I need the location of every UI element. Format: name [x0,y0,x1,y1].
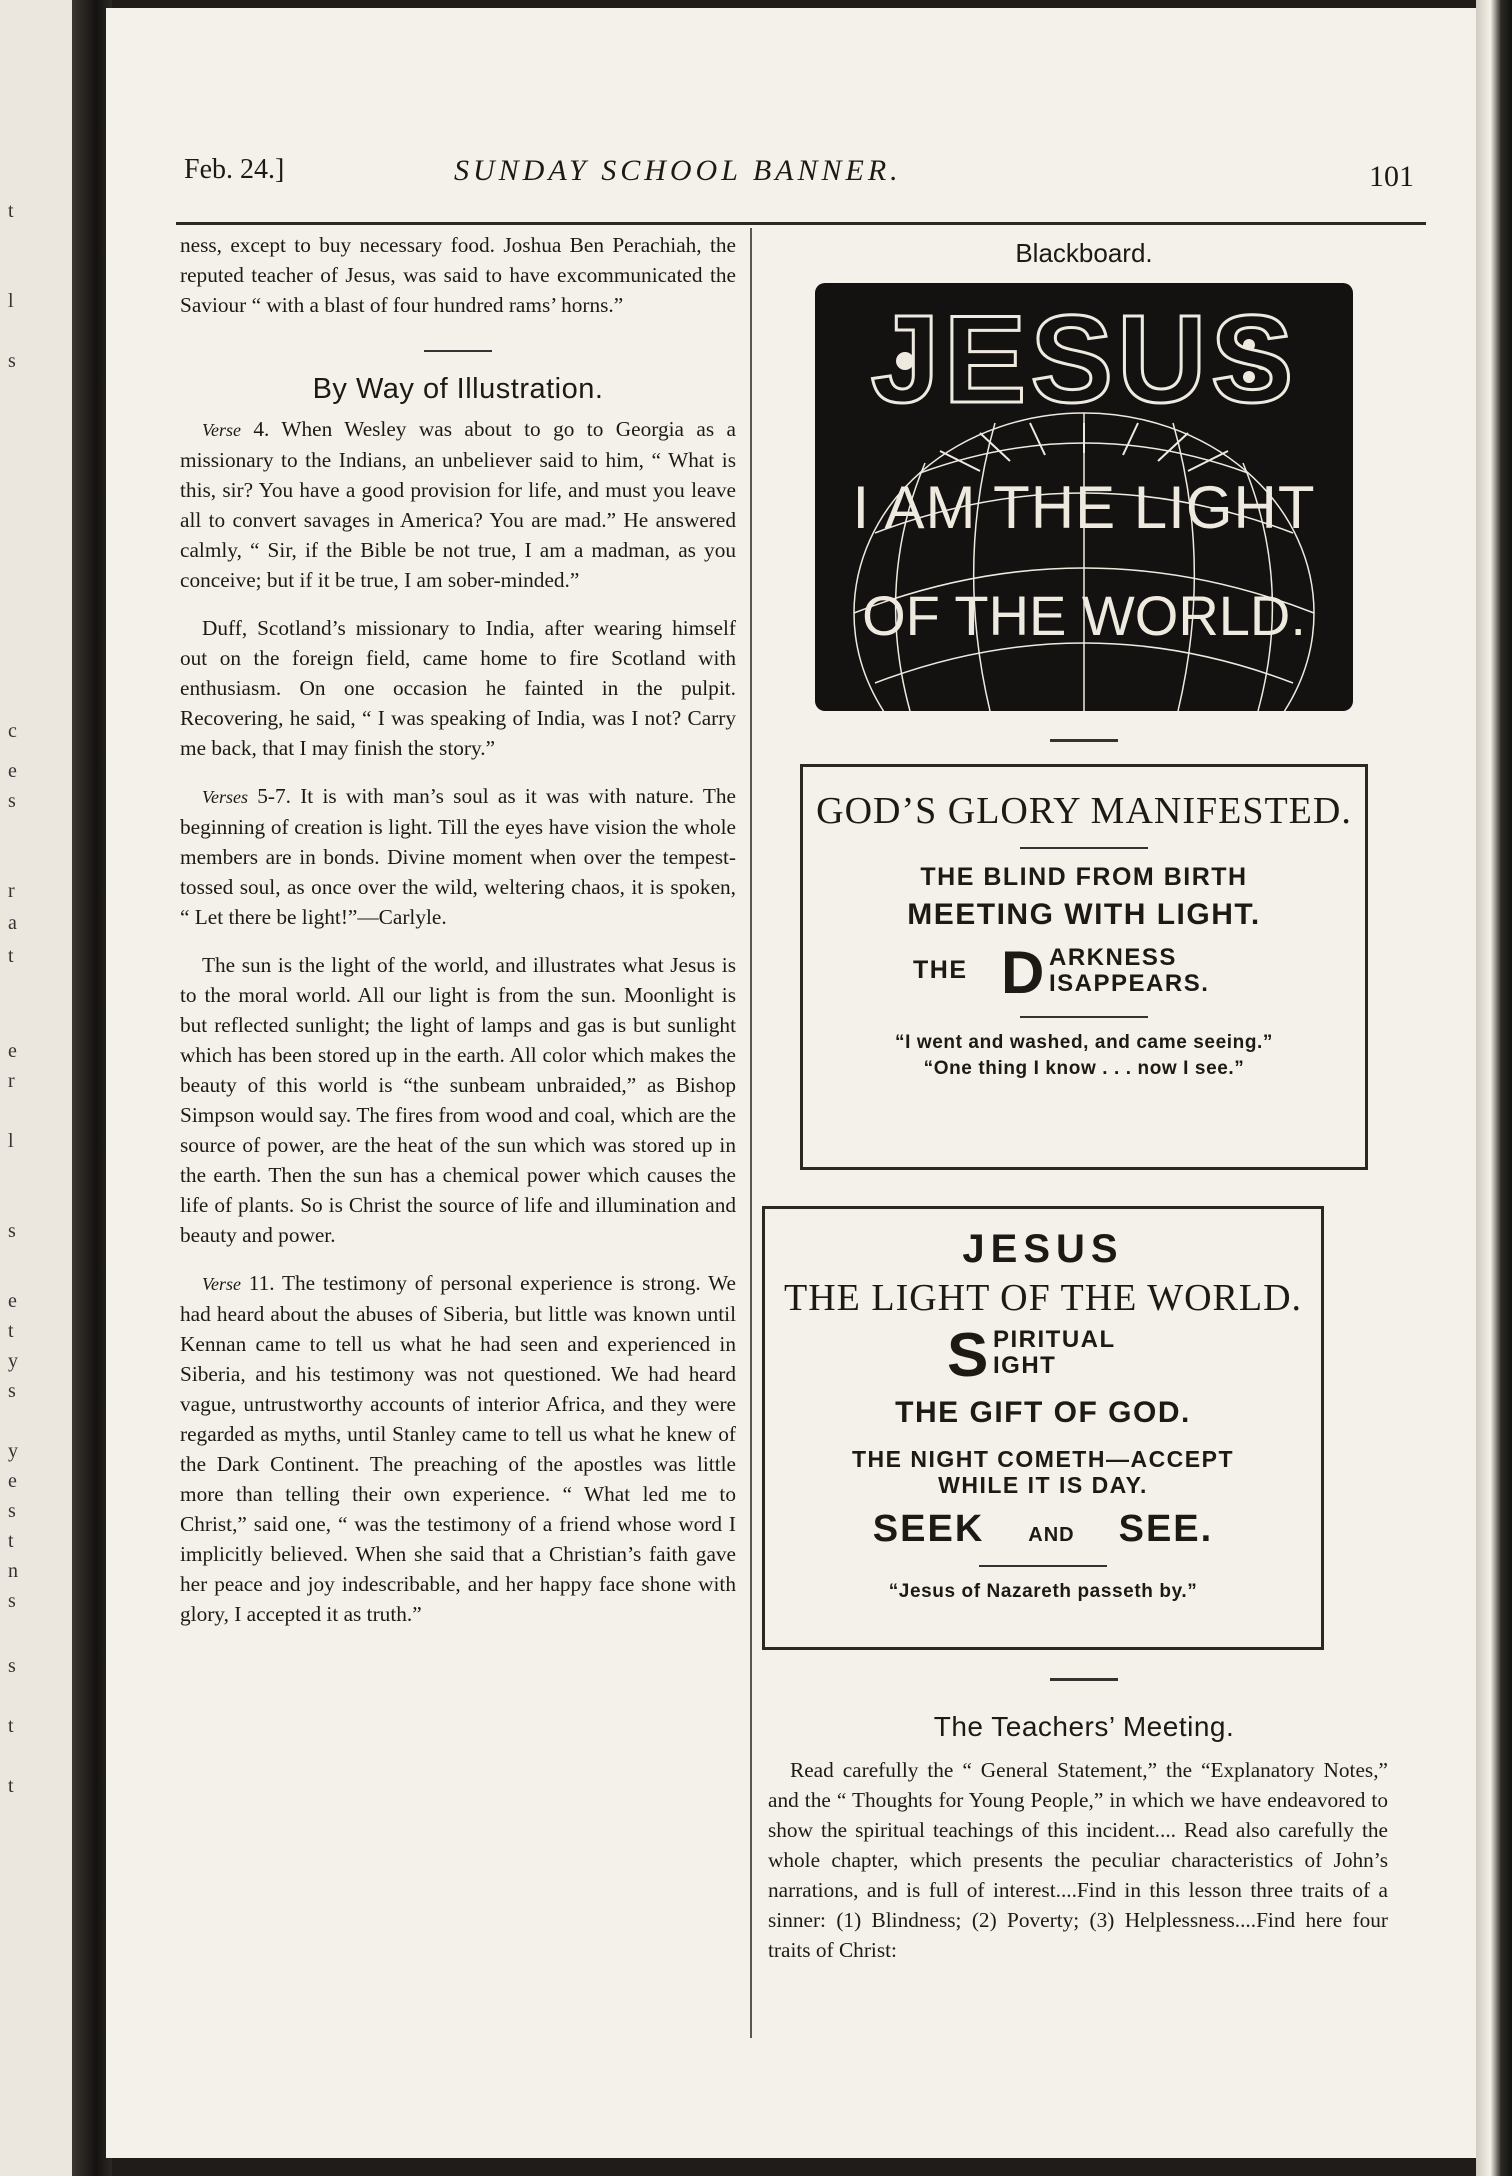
page-number: 101 [1369,160,1414,193]
gift-line: THE GIFT OF GOD. [895,1396,1191,1429]
quote-line: “Jesus of Nazareth passeth by.” [888,1581,1198,1602]
light-box [762,1206,1324,1650]
left-column [180,230,736,1629]
teachers-meeting-title: The Teachers’ Meeting. [933,1711,1235,1742]
edge-fragment: l [8,1130,14,1152]
edge-fragment: s [8,1380,16,1402]
continued-paragraph: ness, except to buy necessary food. Joshua Ben Perachiah, the reputed teacher of Jesus, was said to have excommunicated the Saviour “ with a blast of four hundred rams’ horns.” [180,233,736,317]
column-divider [750,228,752,2038]
header-rule [176,222,1426,225]
section-divider [1050,739,1118,742]
box-rule [979,1565,1107,1567]
verse-label: Verse [202,1274,241,1294]
paragraph: Read carefully the “ General Statement,” the “Explanatory Notes,” and the “ Thoughts for Young People,” in which we have endeavored to show the spiritual teachings of this incident.... Read also carefully the whole chapter, which presents the peculiar characteristics of John’s narrations, and is full of interest....Find in this lesson three traits of a sinner: (1) Blindness; (2) Poverty; (3) Helplessness....Find here four traits of Christ: [768,1758,1388,1962]
darkness-prefix: THE [913,956,968,984]
box-rule [1020,1016,1148,1018]
edge-fragment: s [8,1590,16,1612]
section-divider [1050,1678,1118,1681]
edge-fragment: e [8,760,17,782]
edge-fragment: y [8,1350,18,1372]
paragraph [180,414,736,595]
glory-title: GOD’S GLORY MANIFESTED. [816,790,1352,832]
box-rule [1020,847,1148,849]
verse-label: Verse [202,420,241,440]
verse-number: 11. [241,1271,275,1295]
right-column [762,230,1406,1965]
page-right-edge [1476,0,1512,2176]
edge-fragment: t [8,1530,14,1552]
blackboard-line2: OF THE WORLD. [862,584,1306,647]
edge-fragment: t [8,1715,14,1737]
edge-fragment: s [8,1655,16,1677]
verse-number: 4. [241,417,270,441]
blackboard-illustration [815,283,1353,711]
verse-label: Verses [202,787,248,807]
edge-fragment: c [8,720,17,742]
teachers-meeting-text [768,1755,1388,1965]
edge-fragment: r [8,1070,15,1092]
edge-fragment: t [8,1775,14,1797]
light-box-jesus: JESUS [962,1227,1124,1271]
blackboard-jesus: JESUS [870,291,1298,429]
and-word: AND [1028,1524,1075,1546]
paragraph [180,1268,736,1629]
darkness-word-b: ISAPPEARS. [1049,970,1210,997]
spiritual-sight-line [765,1321,1321,1390]
blackboard-title: Blackboard. [1015,238,1153,268]
edge-fragment: s [8,350,16,372]
light-box-title: THE LIGHT OF THE WORLD. [783,1277,1303,1319]
seek-line [765,1508,1321,1551]
section-title: By Way of Illustration. [312,373,604,405]
see-word: SEE. [1118,1508,1214,1550]
header-title: SUNDAY SCHOOL BANNER. [454,154,902,187]
seek-word: SEEK [872,1508,985,1550]
running-head [184,148,1414,198]
edge-fragment: r [8,880,15,902]
night-line-1: THE NIGHT COMETH—ACCEPT [851,1446,1235,1472]
paragraph: Duff, Scotland’s missionary to India, after wearing himself out on the foreign field, came home to fire Scotland with enthusiasm. On one occasion he fainted in the pulpit. Recovering, he said, “ I was speaking of India, was I not? Carry me back, that I may finish the story.” [180,616,736,760]
night-line-2: WHILE IT IS DAY. [938,1472,1148,1498]
paragraph-text: The testimony of personal experience is strong. We had heard about the abuses of Siberia, but little was known until Kennan came to tell us what he had seen and experienced in Siberia, and his testimony was not questioned. We had heard vague, untrustworthy accounts of interior Africa, and they were regarded as myths, until Stanley came to tell us what he knew of the Dark Continent. The preaching of the apostles was little more than telling their own experience. “ What led me to Christ,” said one, “ was the testimony of a friend whose word I implicitly believed. When she said that a Christian’s faith gave her peace and joy indescribable, and her happy face shone with glory, I accepted it as truth.” [180,1271,736,1626]
meeting-line: MEETING WITH LIGHT. [907,898,1261,931]
paragraph: The sun is the light of the world, and illustrates what Jesus is to the moral world. All our light is from the sun. Moonlight is but reflected sunlight; the light of lamps and gas is but sunlight which has been stored up in the earth. All color which makes the beauty of this world is “the sunbeam unbraided,” as Bishop Simpson would say. The fires from wood and coal, which are the source of power, are the heat of the sun which was stored up in the earth. Then the sun has a chemical power which causes the life of plants. So is Christ the source of life and illumination and beauty and power. [180,953,736,1247]
edge-fragment: y [8,1440,18,1462]
quote-line: “I went and washed, and came seeing.” [894,1032,1274,1053]
paragraph-text: When Wesley was about to go to Georgia as a missionary to the Indians, an unbeliever said to him, “ What is this, sir? You have a good provision for life, and must you leave all to convert savages in America? You are mad.” He answered calmly, “ Sir, if the Bible be not true, I am a madman, as you conceive; but if it be true, I am sober-minded.” [180,417,736,592]
paragraph [180,781,736,932]
edge-fragment: l [8,290,14,312]
night-line [765,1446,1321,1498]
glory-box [800,764,1368,1170]
edge-fragment: n [8,1560,18,1582]
darkness-dropcap: D [1001,939,1045,1006]
blackboard-line1: I AM THE LIGHT [852,474,1316,541]
facing-page-edge [0,0,72,2176]
blind-line: THE BLIND FROM BIRTH [920,863,1248,891]
edge-fragment: t [8,945,14,967]
verse-number: 5-7. [248,784,291,808]
spiritual-word-b: IGHT [993,1352,1057,1379]
spiritual-word-a: PIRITUAL [993,1326,1116,1353]
darkness-word-a: ARKNESS [1049,944,1177,971]
quote-line: “One thing I know . . . now I see.” [923,1058,1245,1079]
edge-fragment: t [8,200,14,222]
edge-fragment: a [8,912,17,934]
edge-fragment: t [8,1320,14,1342]
page [106,8,1476,2158]
edge-fragment: s [8,1500,16,1522]
paragraph-text: It is with man’s soul as it was with nature. The beginning of creation is light. Till the eyes have vision the whole members are in bonds. Divine moment when over the tempest-tossed soul, as once over the wild, weltering chaos, it is spoken, “ Let there be light!”—Carlyle. [180,784,736,929]
section-divider [424,350,492,352]
edge-fragment: s [8,1220,16,1242]
darkness-line [803,939,1365,1006]
edge-fragment: s [8,790,16,812]
edge-fragment: e [8,1290,17,1312]
header-date: Feb. 24.] [184,154,285,185]
edge-fragment: e [8,1470,17,1492]
edge-fragment: e [8,1040,17,1062]
spiritual-dropcap: S [947,1321,989,1390]
